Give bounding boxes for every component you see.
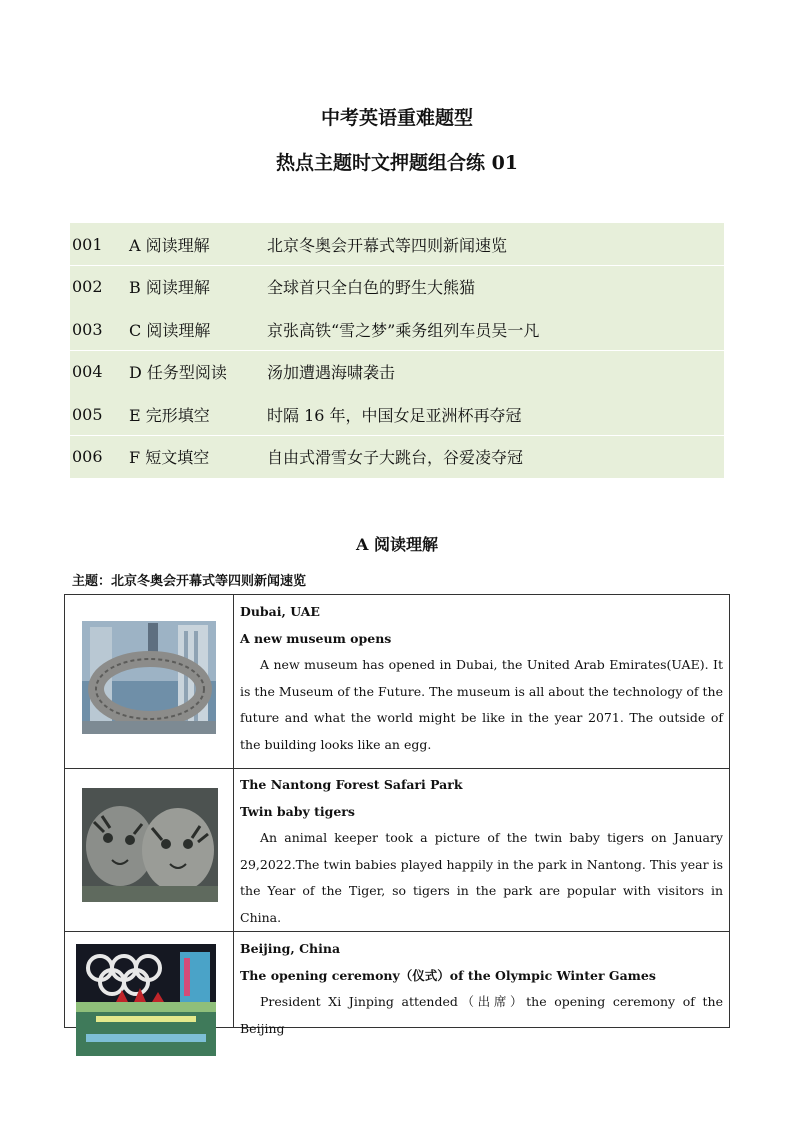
document-title: 中考英语重难题型: [320, 107, 473, 129]
news-place: Dubai, UAE: [240, 604, 320, 619]
toc-section: C 阅读理解: [129, 320, 211, 340]
toc-title: 全球首只全白色的野生大熊猫: [267, 278, 476, 297]
toc-row: [70, 308, 724, 350]
toc-section: A 阅读理解: [129, 235, 210, 255]
news-place: The Nantong Forest Safari Park: [240, 777, 463, 792]
toc-number: 006: [72, 447, 103, 466]
news-body: An animal keeper took a picture of the twin baby tigers on January 29,2022.The twin babies played happily in the park in Nantong. This year is the Year of the Tiger, so tigers in the park are popular with visitors in China.: [240, 830, 723, 925]
document-subtitle: 热点主题时文押题组合练 01: [275, 152, 519, 174]
news-body: A new museum has opened in Dubai, the United Arab Emirates(UAE). It is the Museum of the Future. The museum is all about the technology of the future and what the world might be like in the year 2071. The outside of the building looks like an egg.: [240, 657, 723, 752]
news-text: [240, 772, 723, 931]
news-row: [65, 595, 729, 769]
toc-title: 时隔 16 年，中国女足亚洲杯再夺冠: [267, 405, 522, 425]
section-heading: A 阅读理解: [356, 535, 438, 554]
toc-title: 汤加遭遇海啸袭击: [267, 363, 396, 382]
section-theme: 主题：北京冬奥会开幕式等四则新闻速览: [72, 574, 307, 589]
toc-section: D 任务型阅读: [129, 363, 227, 382]
toc-row: [70, 266, 724, 308]
toc-number: 004: [72, 362, 103, 381]
news-row: [65, 768, 729, 932]
toc-section: B 阅读理解: [129, 278, 210, 297]
news-headline: The opening ceremony（仪式）of the Olympic Winter Games: [240, 967, 656, 983]
toc-section: E 完形填空: [129, 405, 210, 425]
news-text: [240, 599, 723, 758]
toc-title: 北京冬奥会开幕式等四则新闻速览: [267, 235, 508, 255]
toc-title: 自由式滑雪女子大跳台，谷爱凌夺冠: [267, 448, 524, 467]
toc-number: 002: [72, 277, 103, 296]
news-image-cell: [65, 932, 234, 1027]
news-headline: Twin baby tigers: [240, 803, 355, 819]
toc-number: 003: [72, 319, 103, 339]
news-place: Beijing, China: [240, 941, 341, 956]
toc-number: 005: [72, 404, 103, 424]
toc-section: F 短文填空: [129, 448, 210, 467]
toc-row: [70, 351, 724, 393]
toc-number: 001: [72, 234, 103, 254]
news-image-cell: [65, 595, 234, 768]
news-table: [64, 594, 730, 1036]
news-image-cell: [65, 768, 234, 931]
museum-photo-icon: [82, 621, 216, 734]
tiger-cubs-photo-icon: [82, 788, 218, 902]
table-of-contents: [70, 223, 724, 478]
toc-title: 京张高铁“雪之梦”乘务组列车员吴一凡: [267, 320, 540, 340]
news-body: President Xi Jinping attended（出席）the opening ceremony of the Beijing: [240, 994, 723, 1036]
toc-row: [70, 393, 724, 435]
toc-row: [70, 436, 724, 478]
news-row: [65, 932, 729, 1036]
news-text: [240, 936, 723, 1042]
news-headline: A new museum opens: [240, 630, 392, 646]
olympic-ceremony-photo-icon: [76, 944, 216, 1056]
toc-row: [70, 223, 724, 265]
